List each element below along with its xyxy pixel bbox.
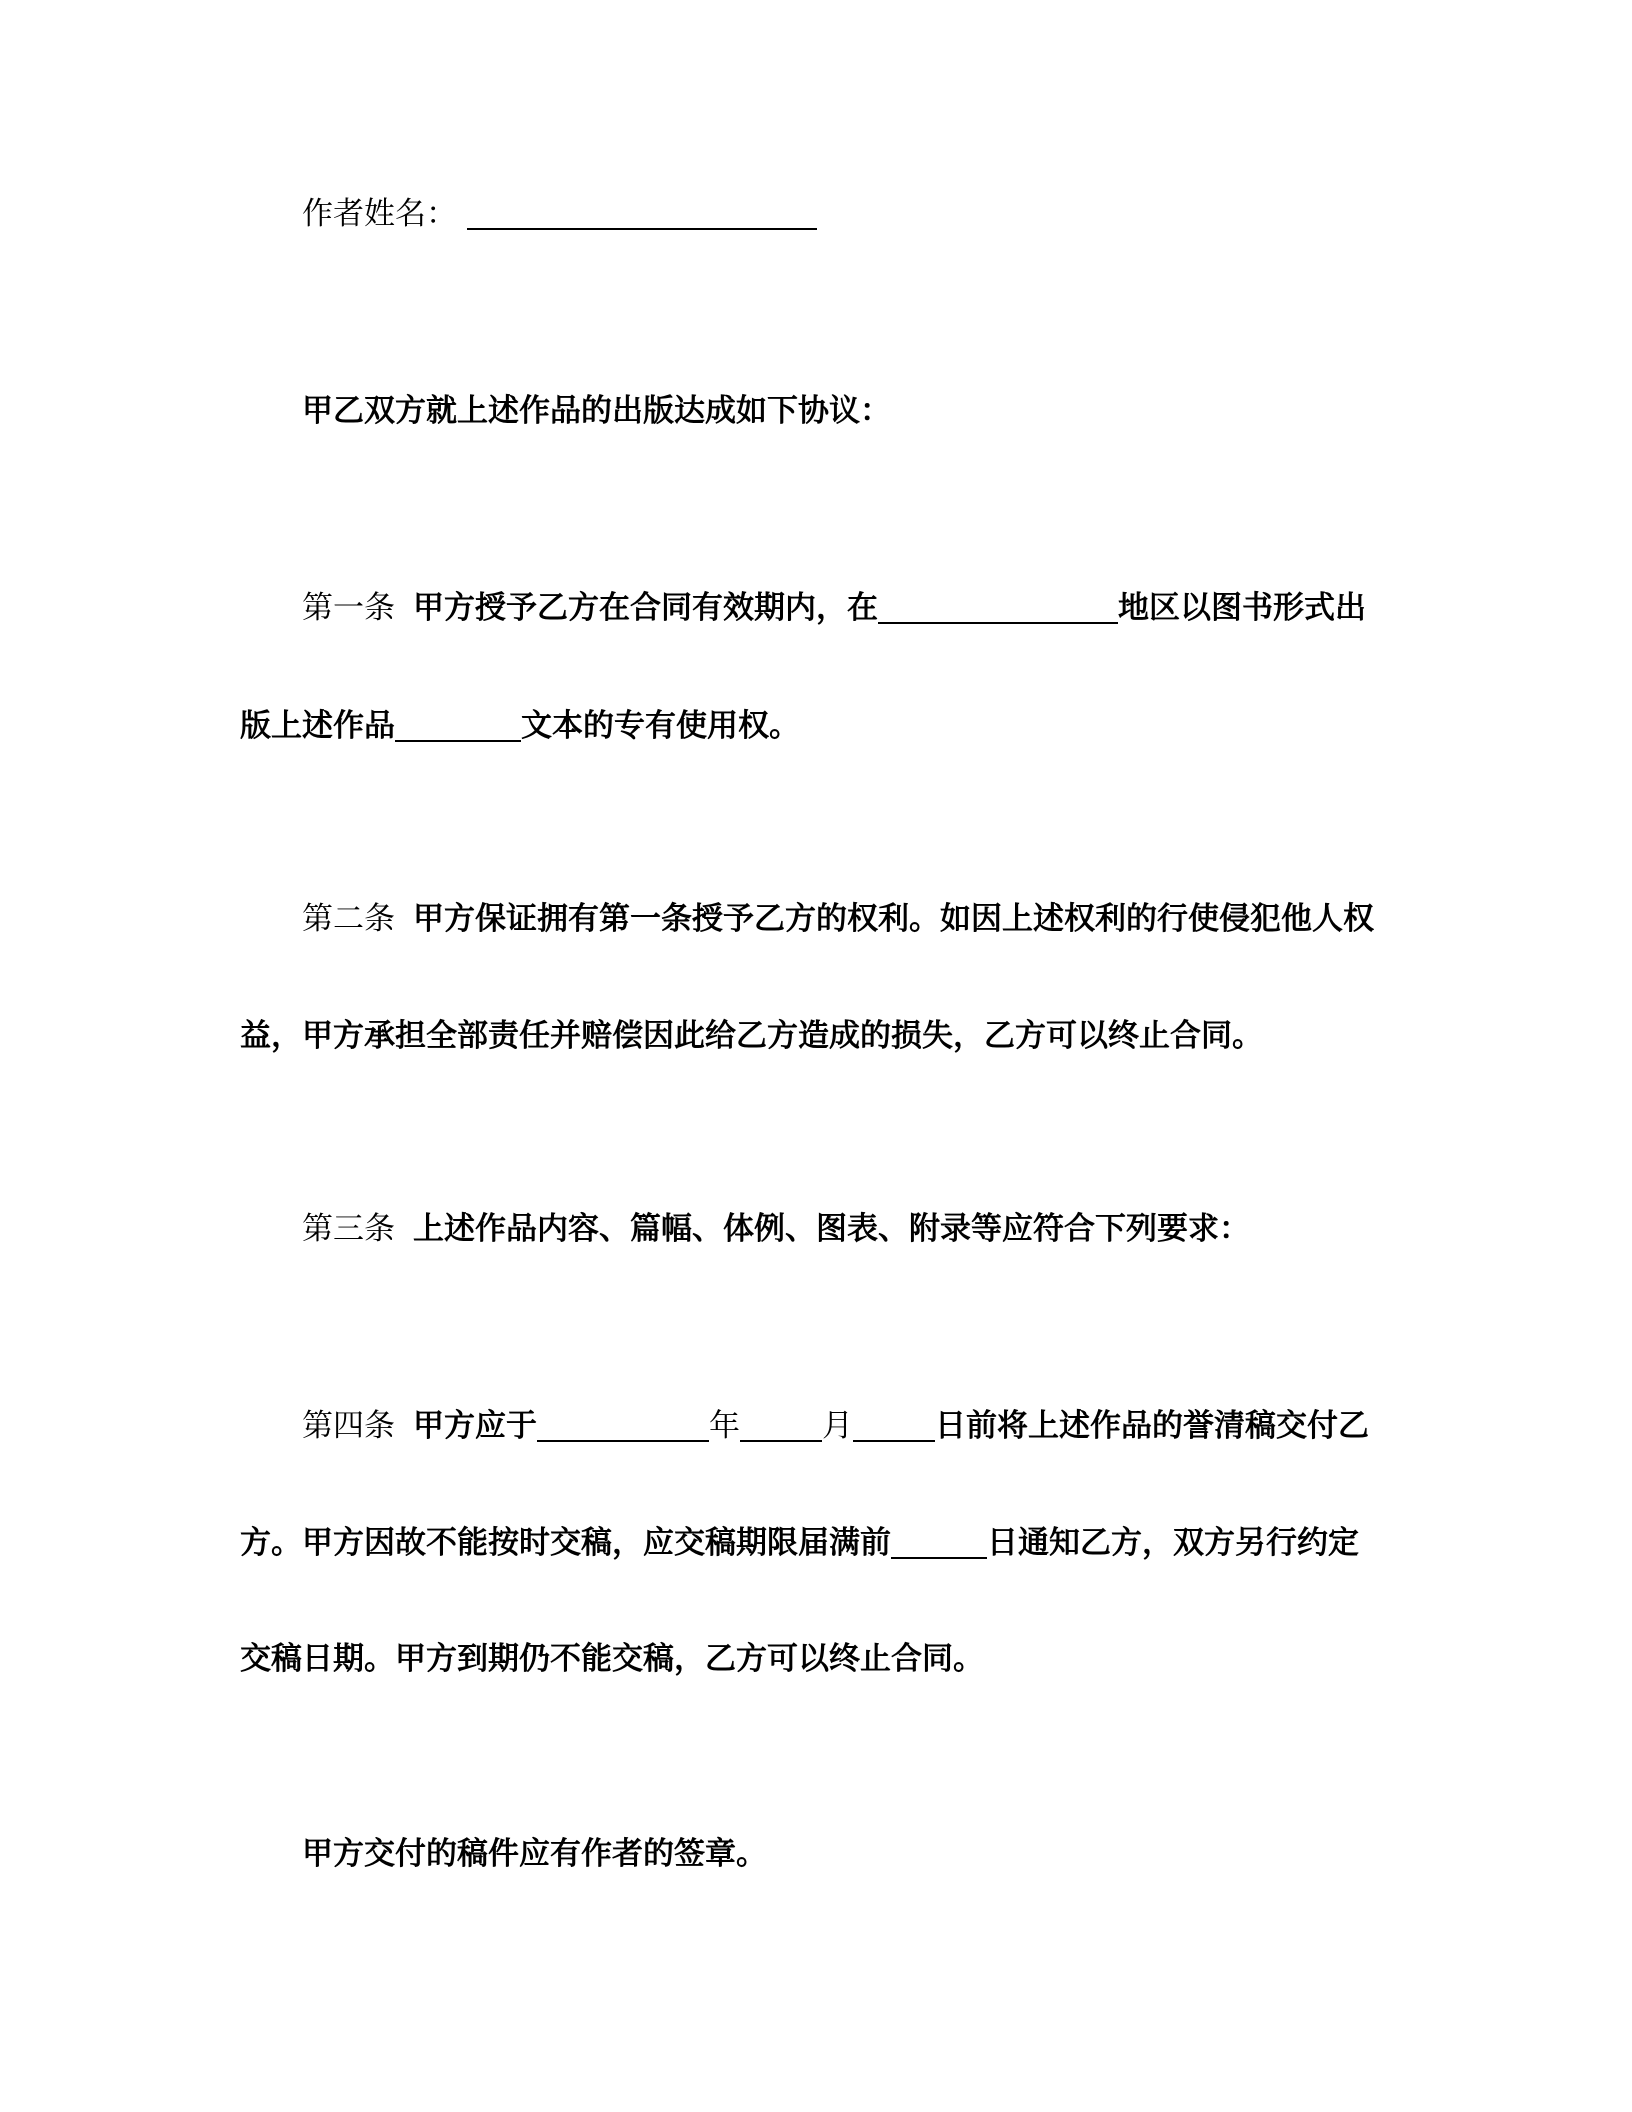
- article4-number: 第四条: [302, 1408, 395, 1444]
- article1-line1: [302, 582, 1390, 634]
- article4-line2: [240, 1517, 1390, 1569]
- article4-text-e: 交稿日期。甲方到期仍不能交稿，乙方可以终止合同。: [240, 1641, 984, 1677]
- year-blank: [537, 1410, 709, 1442]
- article4-text-d: 日通知乙方，双方另行约定: [987, 1525, 1359, 1561]
- author-line: [302, 188, 1390, 240]
- signature-note: 甲方交付的稿件应有作者的签章。: [302, 1836, 767, 1872]
- month-label: 月: [822, 1408, 853, 1444]
- language-blank: [395, 710, 521, 742]
- article1-text-c: 版上述作品: [240, 708, 395, 744]
- month-blank: [740, 1410, 822, 1442]
- article1-line2: [240, 700, 1390, 752]
- day-blank: [853, 1410, 935, 1442]
- article2-line1: [302, 893, 1390, 945]
- article1-text-d: 文本的专有使用权。: [521, 708, 800, 744]
- intro-text: 甲乙双方就上述作品的出版达成如下协议：: [302, 393, 891, 429]
- article3-number: 第三条: [302, 1211, 395, 1247]
- article1-number: 第一条: [302, 590, 395, 626]
- author-label: 作者姓名：: [302, 196, 457, 232]
- article1-text-a: 甲方授予乙方在合同有效期内，在: [413, 590, 878, 626]
- author-name-blank: [467, 198, 817, 230]
- region-blank: [878, 592, 1118, 624]
- article4-text-b: 日前将上述作品的誉清稿交付乙: [935, 1408, 1369, 1444]
- article4-line3: [240, 1633, 1390, 1685]
- intro-line: [302, 385, 1390, 437]
- article3-text-a: 上述作品内容、篇幅、体例、图表、附录等应符合下列要求：: [413, 1211, 1250, 1247]
- article3-line1: [302, 1203, 1390, 1255]
- signature-note-line: [302, 1828, 1390, 1880]
- article4-text-c: 方。甲方因故不能按时交稿，应交稿期限届满前: [240, 1525, 891, 1561]
- year-label: 年: [709, 1408, 740, 1444]
- article1-text-b: 地区以图书形式出: [1118, 590, 1366, 626]
- notice-days-blank: [891, 1527, 987, 1559]
- article2-line2: [240, 1010, 1390, 1062]
- article2-text-b: 益，甲方承担全部责任并赔偿因此给乙方造成的损失，乙方可以终止合同。: [240, 1018, 1263, 1054]
- article2-number: 第二条: [302, 901, 395, 937]
- article4-line1: [302, 1400, 1390, 1452]
- article4-text-a: 甲方应于: [413, 1408, 537, 1444]
- article2-text-a: 甲方保证拥有第一条授予乙方的权利。如因上述权利的行使侵犯他人权: [413, 901, 1374, 937]
